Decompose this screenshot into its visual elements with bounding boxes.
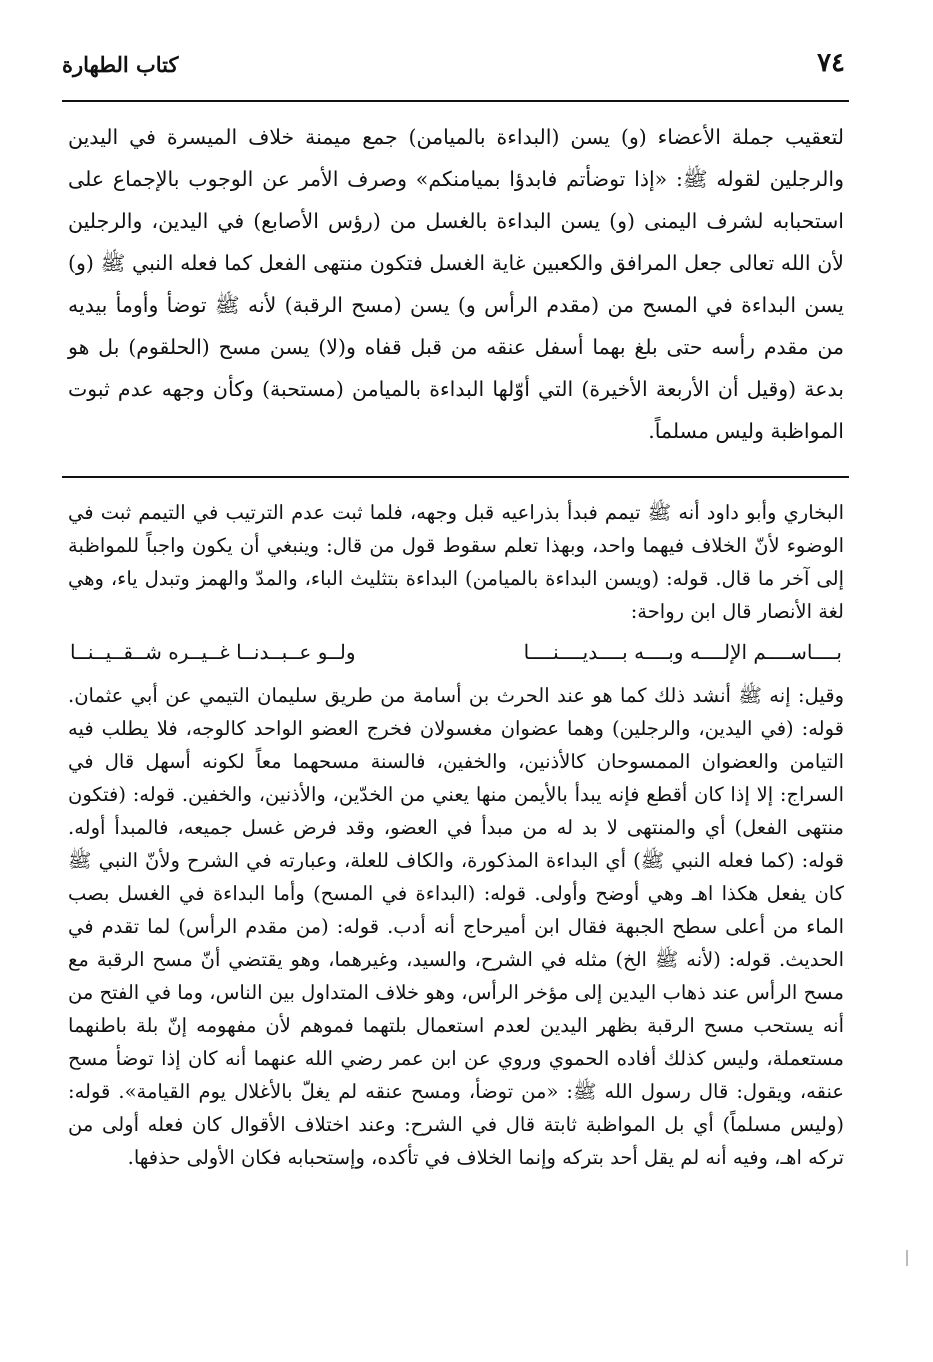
commentary-block xyxy=(68,496,844,1174)
main-text-block xyxy=(68,116,844,452)
main-paragraph: لتعقيب جملة الأعضاء (و) يسن (البداءة بالميامن) جمع ميمنة خلاف الميسرة في اليدين والرجلين لقوله ﷺ: «إذا توضأتم فابدؤا بميامنكم» وصرف الأمر عن الوجوب بالإجماع على استحبابه لشرف اليمنى (و) يسن البداءة بالغسل من (رؤس الأصابع) في اليدين، والرجلين لأن الله تعالى جعل المرافق والكعبين غاية الغسل فتكون منتهى الفعل كما فعله النبي ﷺ (و) يسن البداءة في المسح من (مقدم الرأس و) يسن (مسح الرقبة) لأنه ﷺ توضأ وأومأ بيديه من مقدم رأسه حتى بلغ بهما أسفل عنقه من قبل قفاه و(لا) يسن مسح (الحلقوم) بل هو بدعة (وقيل أن الأربعة الأخيرة) التي أوّلها البداءة بالميامن (مستحبة) وكأن وجهه عدم ثبوت المواظبة وليس مسلماً. xyxy=(68,125,844,443)
running-header-title: كتاب الطهارة xyxy=(62,52,179,77)
poetry-verse xyxy=(70,636,842,669)
margin-mark xyxy=(906,1250,908,1266)
commentary-paragraph-2: وقيل: إنه ﷺ أنشد ذلك كما هو عند الحرث بن أسامة من طريق سليمان التيمي عن أبي عثمان. قوله: (في اليدين، والرجلين) وهما عضوان مغسولان فخرج العضو الواحد كالوجه، فلا يطلب فيه التيامن والعضوان الممسوحان كالأذنين، والخفين، فالسنة مسحهما معاً لكونه أسهل قال في السراج: إلا إذا كان أقطع فإنه يبدأ بالأيمن منها يعني من الخدّين، والأذنين، والخفين. قوله: (فتكون منتهى الفعل) أي والمنتهى لا بد له من مبدأ في العضو، وقد فرض غسل جميعه، فالمبدأ أوله. قوله: (كما فعله النبي ﷺ) أي البداءة المذكورة، والكاف للعلة، وعبارته في الشرح ولأنّ النبي ﷺ كان يفعل هكذا اهـ وهي أوضح وأولى. قوله: (البداءة في المسح) وأما البداءة في الغسل بصب الماء من أعلى سطح الجبهة فقال ابن أميرحاج أنه أدب. قوله: (من مقدم الرأس) لما تقدم في الحديث. قوله: (لأنه ﷺ الخ) مثله في الشرح، والسيد، وغيرهما، وهو يقتضي أنّ مسح الرقبة مع مسح الرأس عند ذهاب اليدين إلى مؤخر الرأس، وهو خلاف المتداول بين الناس، وما في الفتح من أنه يستحب مسح الرقبة بظهر اليدين لعدم استعمال بلتهما فموهم لأن مفهومه إنّ بلة باطنهما مستعملة، وليس كذلك أفاده الحموي وروي عن ابن عمر رضي الله عنهما أنه كان إذا توضأ مسح عنقه، ويقول: قال رسول الله ﷺ: «من توضأ، ومسح عنقه لم يغلّ بالأغلال يوم القيامة». قوله: (وليس مسلماً) أي بل المواظبة ثابتة قال في الشرح: وعند اختلاف الأقوال كان فعله أولى من تركه اهـ، وفيه أنه لم يقل أحد بتركه وإنما الخلاف في تأكده، وإستحبابه فكان الأولى حذفها. xyxy=(68,684,844,1169)
footnote-separator xyxy=(62,476,849,478)
commentary-paragraph-1: البخاري وأبو داود أنه ﷺ تيمم فبدأ بذراعيه قبل وجهه، فلما ثبت عدم الترتيب في التيمم ثبت في الوضوء لأنّ الخلاف فيهما واحد، وبهذا تعلم سقوط قول من قال: وينبغي أن يكون واجباً للمواظبة إلى آخر ما قال. قوله: (ويسن البداءة بالميامن) البداءة بتثليث الباء، والمدّ والهمز وتبدل ياء، وهي لغة الأنصار قال ابن رواحة: xyxy=(68,501,844,623)
header-rule xyxy=(62,100,849,102)
page-number: ٧٤ xyxy=(817,48,845,78)
verse-second-hemistich: ولــو عــبــدنــا غــيــره شــقــيــنــا xyxy=(70,640,356,664)
verse-first-hemistich: بــــاســــم الإلــــه وبــــه بــــديــــنــــا xyxy=(523,640,842,664)
